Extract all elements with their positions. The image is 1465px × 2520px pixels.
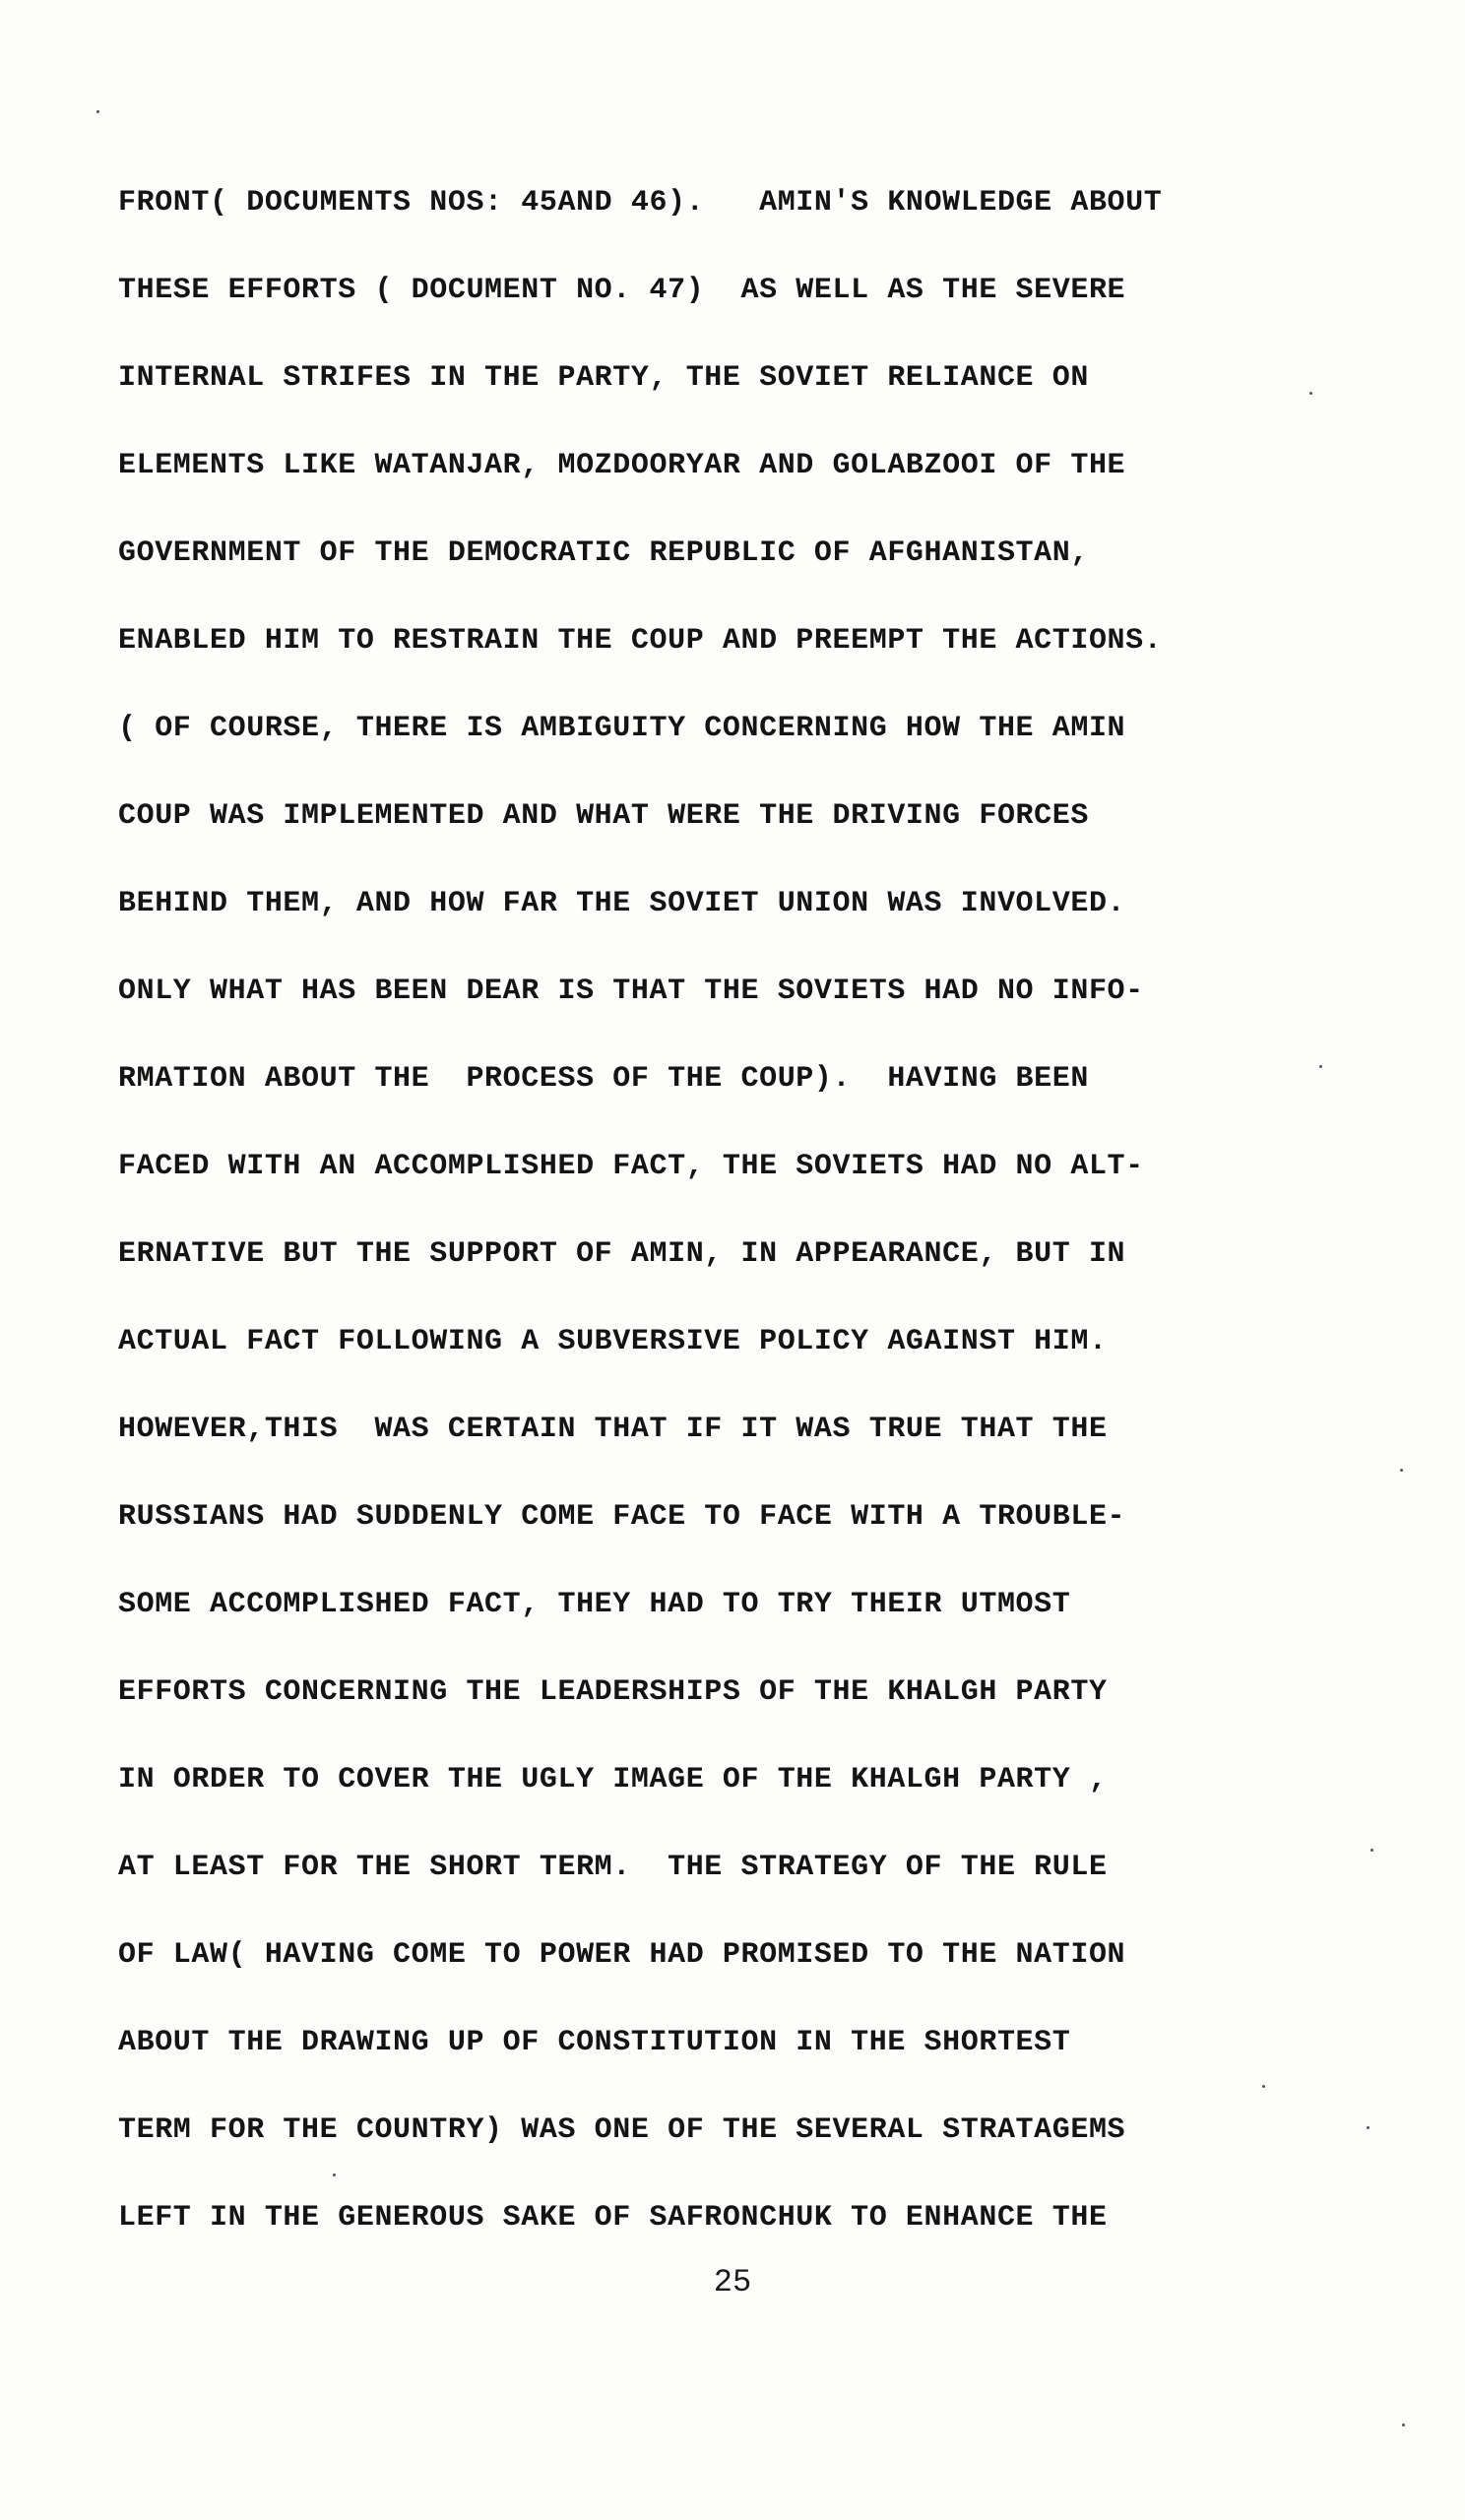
scan-speck bbox=[1402, 2424, 1405, 2426]
scan-speck bbox=[1319, 1065, 1322, 1068]
text-line: OF LAW( HAVING COME TO POWER HAD PROMISED TO THE NATION bbox=[118, 1938, 1126, 1972]
text-line: RUSSIANS HAD SUDDENLY COME FACE TO FACE WITH A TROUBLE- bbox=[118, 1500, 1126, 1534]
text-line: GOVERNMENT OF THE DEMOCRATIC REPUBLIC OF AFGHANISTAN, bbox=[118, 536, 1089, 570]
text-line: BEHIND THEM, AND HOW FAR THE SOVIET UNION WAS INVOLVED. bbox=[118, 887, 1126, 920]
text-line: INTERNAL STRIFES IN THE PARTY, THE SOVIET RELIANCE ON bbox=[118, 361, 1089, 395]
text-line: TERM FOR THE COUNTRY) WAS ONE OF THE SEVERAL STRATAGEMS bbox=[118, 2113, 1126, 2147]
page-number: 25 bbox=[713, 2264, 752, 2300]
text-line: FRONT( DOCUMENTS NOS: 45AND 46). AMIN'S KNOWLEDGE ABOUT bbox=[118, 186, 1163, 220]
text-line: IN ORDER TO COVER THE UGLY IMAGE OF THE KHALGH PARTY , bbox=[118, 1763, 1108, 1796]
text-line: ABOUT THE DRAWING UP OF CONSTITUTION IN THE SHORTEST bbox=[118, 2026, 1071, 2059]
text-line: ( OF COURSE, THERE IS AMBIGUITY CONCERNING HOW THE AMIN bbox=[118, 712, 1126, 745]
scan-speck bbox=[1400, 1469, 1403, 1472]
text-line: RMATION ABOUT THE PROCESS OF THE COUP). HAVING BEEN bbox=[118, 1062, 1089, 1096]
scan-speck bbox=[1262, 2085, 1265, 2088]
text-line: COUP WAS IMPLEMENTED AND WHAT WERE THE DRIVING FORCES bbox=[118, 799, 1089, 833]
text-line: SOME ACCOMPLISHED FACT, THEY HAD TO TRY THEIR UTMOST bbox=[118, 1588, 1071, 1621]
text-line: ELEMENTS LIKE WATANJAR, MOZDOORYAR AND GOLABZOOI OF THE bbox=[118, 449, 1126, 482]
text-line: ONLY WHAT HAS BEEN DEAR IS THAT THE SOVIETS HAD NO INFO- bbox=[118, 975, 1144, 1008]
text-line: AT LEAST FOR THE SHORT TERM. THE STRATEGY OF THE RULE bbox=[118, 1851, 1108, 1884]
text-line: LEFT IN THE GENEROUS SAKE OF SAFRONCHUK TO ENHANCE THE bbox=[118, 2201, 1108, 2235]
text-line: ACTUAL FACT FOLLOWING A SUBVERSIVE POLICY AGAINST HIM. bbox=[118, 1325, 1108, 1358]
text-line: EFFORTS CONCERNING THE LEADERSHIPS OF THE KHALGH PARTY bbox=[118, 1675, 1108, 1709]
scan-speck bbox=[1367, 2126, 1369, 2129]
scan-speck bbox=[1309, 392, 1312, 395]
scan-speck bbox=[96, 110, 99, 113]
text-line: THESE EFFORTS ( DOCUMENT NO. 47) AS WELL AS THE SEVERE bbox=[118, 274, 1126, 307]
body-text bbox=[118, 175, 1398, 2278]
text-line: FACED WITH AN ACCOMPLISHED FACT, THE SOVIETS HAD NO ALT- bbox=[118, 1150, 1144, 1183]
text-line: ENABLED HIM TO RESTRAIN THE COUP AND PREEMPT THE ACTIONS. bbox=[118, 624, 1163, 658]
text-line: HOWEVER,THIS WAS CERTAIN THAT IF IT WAS TRUE THAT THE bbox=[118, 1413, 1108, 1446]
scan-speck bbox=[333, 2174, 336, 2176]
scan-speck bbox=[1370, 1849, 1373, 1852]
text-line: ERNATIVE BUT THE SUPPORT OF AMIN, IN APPEARANCE, BUT IN bbox=[118, 1237, 1126, 1271]
